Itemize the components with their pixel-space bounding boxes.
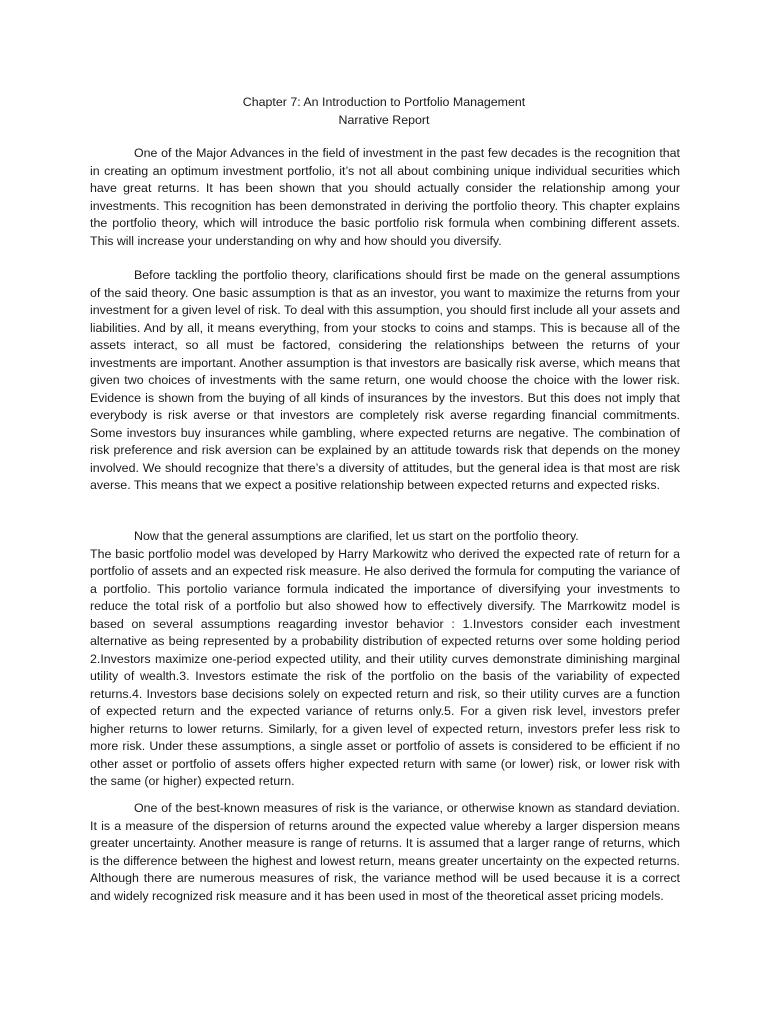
document-subtitle: Narrative Report xyxy=(338,112,430,127)
paragraph-portfolio-theory xyxy=(90,528,680,791)
paragraph-text: Before tackling the portfolio theory, clarifications should first be made on the general assumptions of the said theory. One basic assumption is that as an investor, you want to maximize the returns from your investment for a given level of risk. To deal with this assumption, you should first include all your assets and liabilities. And by all, it means everything, from your stocks to coins and stamps. This is because all of the assets interact, so all must be factored, considering the relationships between the returns of your investments are important. Another assumption is that investors are basically risk averse, which means that given two choices of investments with the same return, one would choose the choice with the lower risk. Evidence is shown from the buying of all kinds of insurances by the investors. But this does not imply that everybody is risk averse or that investors are completely risk averse regarding financial commitments. Some investors buy insurances while gambling, where expected returns are negative. The combination of risk preference and risk aversion can be explained by an attitude towards risk that depends on the money involved. We should recognize that there’s a diversity of attitudes, but the general idea is that most are risk averse. This means that we expect a positive relationship between expected returns and expected risks. xyxy=(90,268,680,492)
document-header xyxy=(0,94,768,129)
paragraph-intro-line: Now that the general assumptions are clarified, let us start on the portfolio theory. xyxy=(134,529,579,543)
paragraph-text: One of the Major Advances in the field of investment in the past few decades is the recognition that in creating an optimum investment portfolio, it’s not all about combining unique individual securities which have great returns. It has been shown that you should actually consider the relationship among your investments. This recognition has been demonstrated in deriving the portfolio theory. This chapter explains the portfolio theory, which will introduce the basic portfolio risk formula when combining different assets. This will increase your understanding on why and how should you diversify. xyxy=(90,146,680,248)
paragraph-text: One of the best-known measures of risk is the variance, or otherwise known as standard deviation. It is a measure of the dispersion of returns around the expected value whereby a larger dispersion means greater uncertainty. Another measure is range of returns. It is assumed that a larger range of returns, which is the difference between the highest and lowest return, means greater uncertainty on the expected returns. Although there are numerous measures of risk, the variance method will be used because it is a correct and widely recognized risk measure and it has been used in most of the theoretical asset pricing models. xyxy=(90,801,680,903)
paragraph-major-advances xyxy=(90,145,680,250)
paragraph-general-assumptions xyxy=(90,267,680,495)
document-title: Chapter 7: An Introduction to Portfolio Management xyxy=(242,95,526,109)
paragraph-markowitz-model: The basic portfolio model was developed by Harry Markowitz who derived the expected rate of return for a portfolio of assets and an expected risk measure. He also derived the formula for computing the variance of a portfolio. This portolio variance formula indicated the importance of diversifying your investments to reduce the total risk of a portfolio but also showed how to effectively diversify. The Marrkowitz model is based on several assumptions reagarding investor behavior : 1.Investors consider each investment alternative as being represented by a probability distribution of expected returns over some holding period 2.Investors maximize one-period expected utility, and their utility curves demonstrate diminishing marginal utility of wealth.3. Investors estimate the risk of the portfolio on the basis of the variability of expected returns.4. Investors base decisions solely on expected return and risk, so their utility curves are a function of expected return and the expected variance of returns only.5. For a given risk level, investors prefer higher returns to lower returns. Similarly, for a given level of expected return, investors prefer less risk to more risk. Under these assumptions, a single asset or portfolio of assets is considered to be efficient if no other asset or portfolio of assets offers higher expected return with same (or lower) risk, or lower risk with the same (or higher) expected return. xyxy=(90,546,680,788)
paragraph-risk-measures xyxy=(90,800,680,905)
